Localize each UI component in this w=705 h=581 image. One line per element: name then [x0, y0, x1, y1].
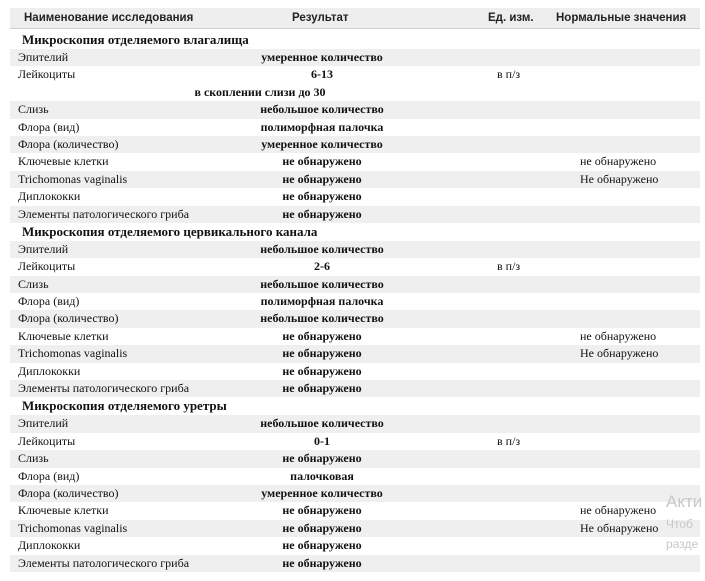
table-row — [10, 49, 700, 66]
row-name: Ключевые клетки — [18, 503, 109, 518]
row-result: умеренное количество — [261, 136, 383, 151]
row-result: не обнаружено — [282, 189, 362, 204]
row-result: небольшое количество — [260, 311, 384, 326]
row-name: Микроскопия отделяемого уретры — [22, 398, 227, 414]
table-row — [10, 84, 700, 101]
table-row — [10, 310, 700, 327]
table-row — [10, 66, 700, 83]
table-row — [10, 485, 700, 502]
row-result: не обнаружено — [282, 538, 362, 553]
row-name: Флора (вид) — [18, 119, 80, 134]
table-row — [10, 119, 700, 136]
row-result: не обнаружено — [282, 154, 362, 169]
row-name: Элементы патологического гриба — [18, 381, 190, 396]
row-name: Слизь — [18, 102, 49, 117]
row-name: Лейкоциты — [18, 67, 76, 82]
row-result: умеренное количество — [261, 485, 383, 500]
row-name: Микроскопия отделяемого цервикального канала — [22, 223, 318, 239]
row-result: не обнаружено — [282, 520, 362, 535]
section-heading — [10, 223, 700, 241]
row-result: небольшое количество — [260, 241, 384, 256]
row-name: Эпителий — [18, 50, 69, 64]
row-name: Лейкоциты — [18, 259, 76, 274]
table-row — [10, 293, 700, 310]
row-norm: Не обнаружено — [580, 520, 659, 535]
table-row — [10, 241, 700, 258]
section-heading — [10, 397, 700, 415]
watermark-line-1: Акти — [666, 492, 703, 511]
row-name: Лейкоциты — [18, 433, 76, 448]
row-result: в скоплении слизи до 30 — [194, 84, 326, 99]
row-result: не обнаружено — [282, 503, 362, 518]
table-row — [10, 345, 700, 362]
watermark-line-2: Чтоб — [666, 517, 693, 531]
row-name: Эпителий — [18, 416, 69, 431]
table-row — [10, 363, 700, 380]
row-result: палочковая — [290, 468, 354, 483]
table-row — [10, 380, 700, 397]
header-unit: Ед. изм. — [488, 12, 534, 24]
row-name: Микроскопия отделяемого влагалища — [22, 32, 249, 47]
row-name: Флора (количество) — [18, 311, 119, 326]
row-norm: Не обнаружено — [580, 171, 659, 186]
row-norm: не обнаружено — [580, 154, 657, 169]
table-row — [10, 153, 700, 170]
table-header — [10, 8, 700, 29]
table-row — [10, 171, 700, 188]
row-name: Trichomonas vaginalis — [18, 171, 128, 186]
row-result: умеренное количество — [261, 50, 383, 64]
row-result: не обнаружено — [282, 555, 362, 570]
table-row — [10, 450, 700, 467]
row-norm: не обнаружено — [580, 328, 657, 343]
row-name: Флора (вид) — [18, 294, 80, 309]
row-result: 2-6 — [314, 259, 330, 274]
row-result: 6-13 — [311, 67, 333, 82]
header-name: Наименование исследования — [24, 12, 194, 24]
row-name: Элементы патологического гриба — [18, 206, 190, 221]
table-row — [10, 328, 700, 345]
row-result: не обнаружено — [282, 346, 362, 361]
table-row — [10, 136, 700, 153]
header-result: Результат — [292, 12, 349, 24]
row-unit: в п/з — [497, 67, 521, 82]
row-result: небольшое количество — [260, 102, 384, 117]
row-result: небольшое количество — [260, 416, 384, 431]
row-name: Слизь — [18, 276, 49, 291]
row-name: Эпителий — [18, 241, 69, 256]
row-name: Ключевые клетки — [18, 328, 109, 343]
table-row — [10, 101, 700, 118]
table-row — [10, 555, 700, 572]
table-row — [10, 520, 700, 537]
table-row — [10, 502, 700, 519]
table-row — [10, 468, 700, 485]
row-result: не обнаружено — [282, 363, 362, 378]
row-result: полиморфная палочка — [260, 294, 384, 309]
header-norm: Нормальные значения — [556, 12, 687, 24]
row-unit: в п/з — [497, 433, 521, 448]
section-heading — [10, 31, 700, 49]
table-row — [10, 206, 700, 223]
table-row — [10, 433, 700, 450]
row-name: Ключевые клетки — [18, 154, 109, 169]
table-row — [10, 415, 700, 432]
results-table — [10, 31, 703, 572]
row-norm: Не обнаружено — [580, 346, 659, 361]
row-result: не обнаружено — [282, 328, 362, 343]
row-norm: не обнаружено — [580, 503, 657, 518]
table-row — [10, 537, 700, 554]
row-result: небольшое количество — [260, 276, 384, 291]
row-result: не обнаружено — [282, 451, 362, 466]
table-row — [10, 188, 700, 205]
row-result: 0-1 — [314, 433, 330, 448]
row-unit: в п/з — [497, 259, 521, 274]
row-name: Trichomonas vaginalis — [18, 520, 128, 535]
row-name: Флора (вид) — [18, 468, 80, 483]
row-result: не обнаружено — [282, 381, 362, 396]
row-result: полиморфная палочка — [260, 119, 384, 134]
row-result: не обнаружено — [282, 206, 362, 221]
table-row — [10, 258, 700, 275]
row-name: Trichomonas vaginalis — [18, 346, 128, 361]
row-name: Флора (количество) — [18, 485, 119, 500]
row-result: не обнаружено — [282, 171, 362, 186]
row-name: Элементы патологического гриба — [18, 555, 190, 570]
watermark-line-3: разде — [666, 537, 699, 551]
row-name: Слизь — [18, 451, 49, 466]
row-name: Диплококки — [18, 363, 81, 378]
row-name: Диплококки — [18, 538, 81, 553]
row-name: Флора (количество) — [18, 136, 119, 151]
row-name: Диплококки — [18, 189, 81, 204]
table-row — [10, 276, 700, 293]
